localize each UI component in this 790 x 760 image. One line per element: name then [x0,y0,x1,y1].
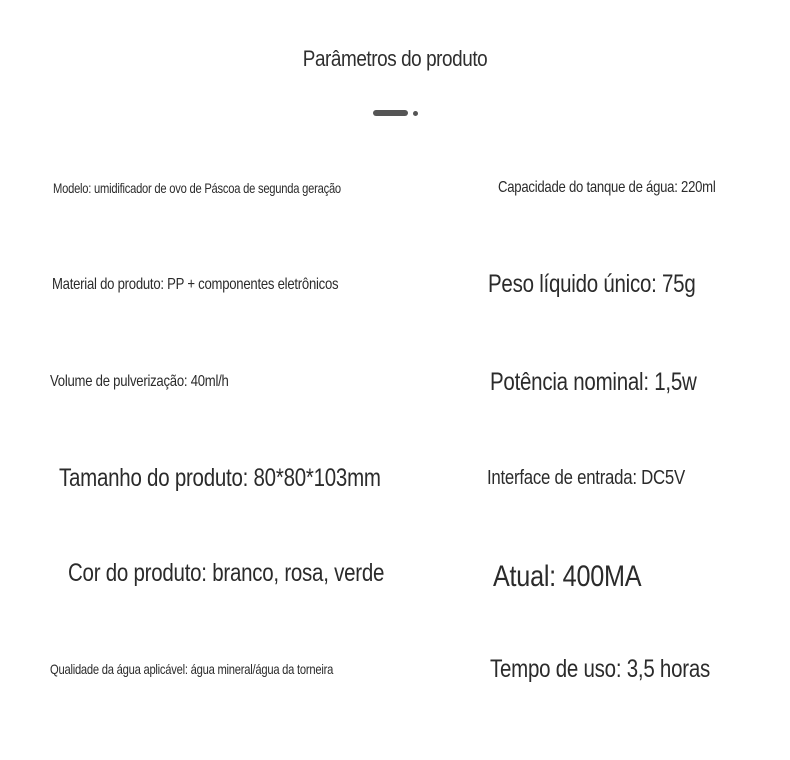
param-current: Atual: 400MA [493,560,642,593]
param-tank-capacity: Capacidade do tanque de água: 220ml [498,179,716,196]
param-product-size: Tamanho do produto: 80*80*103mm [59,464,381,492]
param-input-interface: Interface de entrada: DC5V [487,467,685,489]
page-title: Parâmetros do produto [302,46,488,71]
param-material: Material do produto: PP + componentes eletrônicos [52,276,339,293]
param-net-weight: Peso líquido único: 75g [488,270,696,298]
param-rated-power: Potência nominal: 1,5w [490,368,697,396]
param-usage-time: Tempo de uso: 3,5 horas [490,655,710,683]
divider-dot [413,111,418,116]
param-spray-volume: Volume de pulverização: 40ml/h [50,373,229,390]
param-product-color: Cor do produto: branco, rosa, verde [68,559,385,587]
title-divider [373,110,419,116]
param-water-quality: Qualidade da água aplicável: água mineral/água da torneira [50,661,334,677]
divider-bar [373,110,408,116]
param-model: Modelo: umidificador de ovo de Páscoa de segunda geração [53,180,341,196]
